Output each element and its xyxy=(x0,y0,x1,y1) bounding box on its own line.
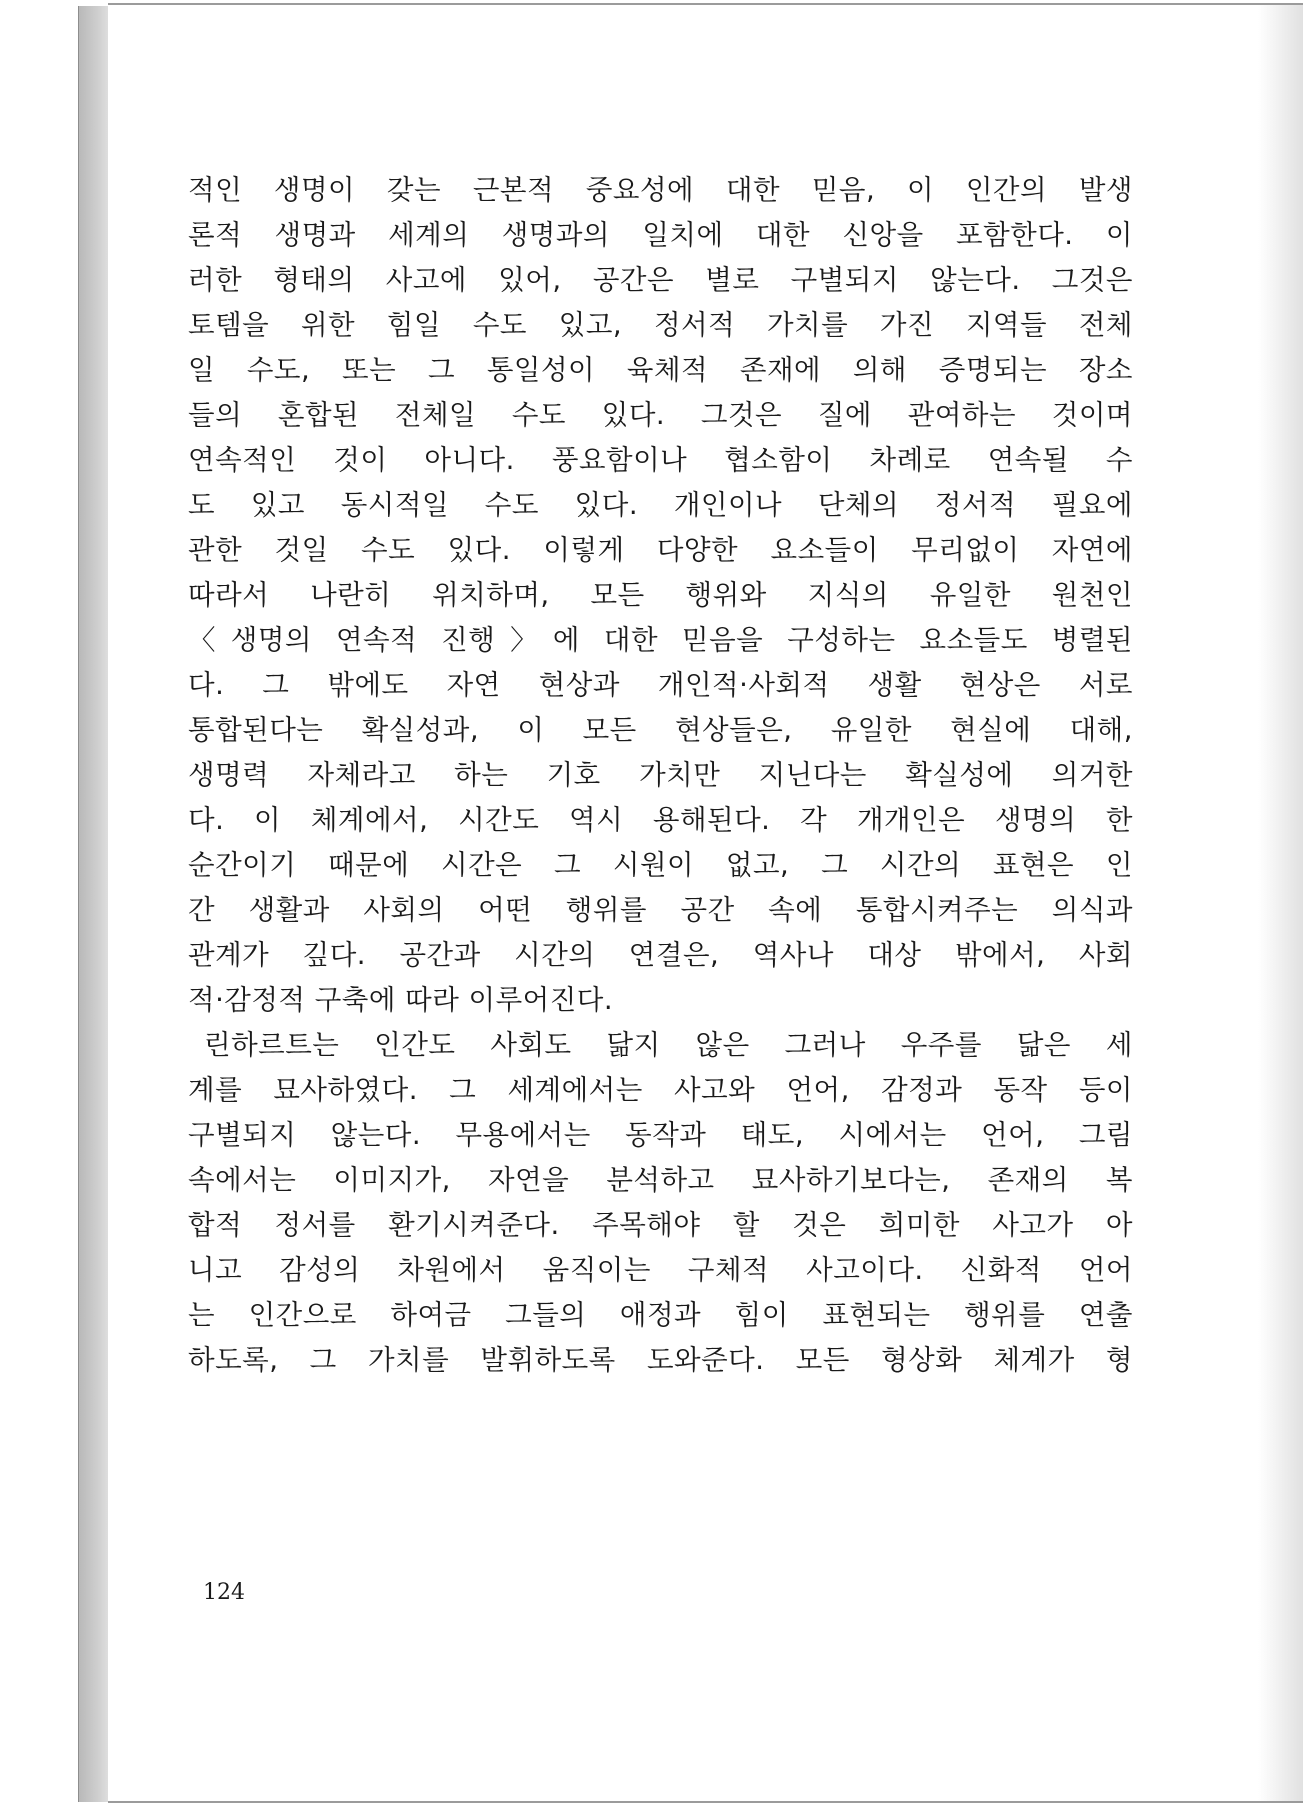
text-line: 따라서 나란히 위치하며, 모든 행위와 지식의 유일한 원천인 xyxy=(188,579,1133,611)
text-line: 연속적인 것이 아니다. 풍요함이나 협소함이 차례로 연속될 수 xyxy=(188,444,1133,476)
paragraph-1 xyxy=(188,168,1133,1023)
text-line: 구별되지 않는다. 무용에서는 동작과 태도, 시에서는 언어, 그림 xyxy=(188,1119,1133,1151)
text-line: 린하르트는 인간도 사회도 닮지 않은 그러나 우주를 닮은 세 xyxy=(204,1029,1133,1061)
text-line: 니고 감성의 차원에서 움직이는 구체적 사고이다. 신화적 언어 xyxy=(188,1254,1133,1286)
text-line: 일 수도, 또는 그 통일성이 육체적 존재에 의해 증명되는 장소 xyxy=(188,354,1133,386)
text-line: 다. 그 밖에도 자연 현상과 개인적·사회적 생활 현상은 서로 xyxy=(188,669,1133,701)
text-line: 다. 이 체계에서, 시간도 역시 용해된다. 각 개개인은 생명의 한 xyxy=(188,804,1133,836)
text-line: 적인 생명이 갖는 근본적 중요성에 대한 믿음, 이 인간의 발생 xyxy=(188,174,1133,206)
text-line: 계를 묘사하였다. 그 세계에서는 사고와 언어, 감정과 동작 등이 xyxy=(188,1074,1133,1106)
text-line: 토템을 위한 힘일 수도 있고, 정서적 가치를 가진 지역들 전체 xyxy=(188,309,1133,341)
book-spine xyxy=(78,6,112,1802)
text-line: 관한 것일 수도 있다. 이렇게 다양한 요소들이 무리없이 자연에 xyxy=(188,534,1133,566)
text-line: 통합된다는 확실성과, 이 모든 현상들은, 유일한 현실에 대해, xyxy=(188,714,1133,746)
text-line: 합적 정서를 환기시켜준다. 주목해야 할 것은 희미한 사고가 아 xyxy=(188,1209,1133,1241)
text-line: 는 인간으로 하여금 그들의 애정과 힘이 표현되는 행위를 연출 xyxy=(188,1299,1133,1331)
text-line: 간 생활과 사회의 어떤 행위를 공간 속에 통합시켜주는 의식과 xyxy=(188,894,1133,926)
text-line: 도 있고 동시적일 수도 있다. 개인이나 단체의 정서적 필요에 xyxy=(188,489,1133,521)
body-text xyxy=(188,168,1133,1383)
text-line: 러한 형태의 사고에 있어, 공간은 별로 구별되지 않는다. 그것은 xyxy=(188,264,1133,296)
text-line: 론적 생명과 세계의 생명과의 일치에 대한 신앙을 포함한다. 이 xyxy=(188,219,1133,251)
text-line: 속에서는 이미지가, 자연을 분석하고 묘사하기보다는, 존재의 복 xyxy=(188,1164,1133,1196)
text-line: 하도록, 그 가치를 발휘하도록 도와준다. 모든 형상화 체계가 형 xyxy=(188,1344,1133,1376)
text-line: 들의 혼합된 전체일 수도 있다. 그것은 질에 관여하는 것이며 xyxy=(188,399,1133,431)
text-line: 생명력 자체라고 하는 기호 가치만 지닌다는 확실성에 의거한 xyxy=(188,759,1133,791)
text-line: 관계가 깊다. 공간과 시간의 연결은, 역사나 대상 밖에서, 사회 xyxy=(188,939,1133,971)
text-line: 〈생명의 연속적 진행〉에 대한 믿음을 구성하는 요소들도 병렬된 xyxy=(188,624,1133,656)
text-line: 적·감정적 구축에 따라 이루어진다. xyxy=(188,984,614,1016)
page-number: 124 xyxy=(203,1580,245,1605)
page-edge-shadow xyxy=(1258,5,1303,1801)
paragraph-2 xyxy=(188,1023,1133,1383)
text-line: 순간이기 때문에 시간은 그 시원이 없고, 그 시간의 표현은 인 xyxy=(188,849,1133,881)
